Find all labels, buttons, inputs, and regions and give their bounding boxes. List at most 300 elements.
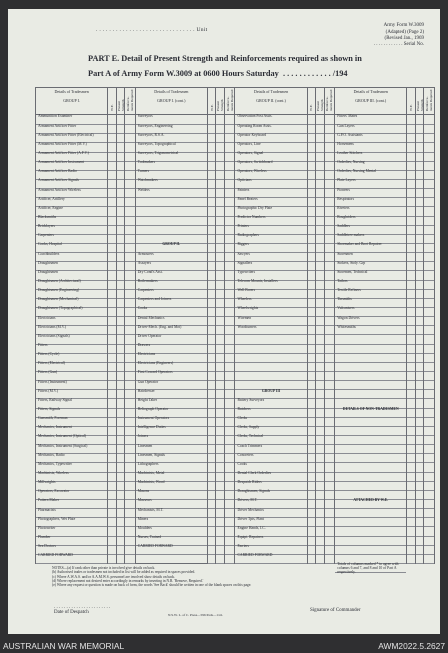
row-rule [325, 216, 335, 217]
row-rule [216, 225, 223, 226]
signature-of-commander[interactable] [310, 608, 361, 613]
we-header: W.E. [109, 104, 114, 111]
row-rule [407, 325, 414, 326]
row-rule [424, 490, 434, 491]
row-rule [117, 545, 124, 546]
row-rule [136, 554, 207, 555]
row-rule [208, 472, 215, 473]
notes-block [52, 566, 251, 587]
row-rule [325, 563, 335, 564]
row-rule [125, 462, 135, 463]
form-number [384, 23, 424, 43]
strength-column[interactable] [316, 115, 323, 563]
row-rule [335, 453, 406, 454]
trade-label: Operating Room Assts. [237, 123, 272, 128]
trade-label: Coachbuilders [38, 251, 60, 256]
trade-label: Roughriders [337, 214, 356, 219]
row-rule [325, 280, 335, 281]
row-rule [407, 472, 414, 473]
row-rule [225, 545, 235, 546]
trade-label: Fitters (Gun) [38, 370, 58, 375]
row-rule [308, 508, 315, 509]
trade-label: Draughtsmen (Engineering) [38, 288, 80, 293]
row-rule [325, 243, 335, 244]
row-rule [308, 216, 315, 217]
row-rule [416, 243, 423, 244]
trade-label: Artificer, Engine [38, 205, 63, 210]
row-rule [216, 435, 223, 436]
row-rule [335, 526, 406, 527]
row-rule [208, 389, 215, 390]
row-rule [108, 526, 115, 527]
row-rule [108, 472, 115, 473]
trade-label: Equipt. Repairers [237, 534, 264, 539]
row-rule [316, 462, 323, 463]
trade-label: Intelligence Duties [137, 425, 166, 430]
row-rule [216, 380, 223, 381]
trade-label: Radiographers [237, 233, 259, 238]
row-rule [225, 417, 235, 418]
row-rule [108, 554, 115, 555]
we-column[interactable] [108, 115, 115, 563]
reinforce-column[interactable] [325, 115, 335, 563]
row-rule [208, 453, 215, 454]
row-rule [316, 481, 323, 482]
row-rule [308, 380, 315, 381]
row-rule [108, 252, 115, 253]
group-header-4: GROUP III. (cont.) [355, 97, 387, 103]
trade-label: Carpenters and Joiners [137, 297, 172, 302]
row-rule [225, 444, 235, 445]
trade-label: Surveyors, Trigonometrical [137, 150, 179, 155]
reinforce-header: Reinforce-ments Required [425, 89, 434, 111]
row-rule [335, 344, 406, 345]
trade-label: Armament Artificer Fitter [38, 123, 77, 128]
row-rule [407, 408, 414, 409]
row-rule [225, 453, 235, 454]
row-rule [216, 289, 223, 290]
row-rule [308, 133, 315, 134]
row-rule [208, 435, 215, 436]
trade-label: Concreters [237, 452, 254, 457]
row-rule [117, 316, 124, 317]
form-sheet [8, 9, 440, 634]
row-rule [117, 152, 124, 153]
we-header: W.E. [309, 104, 314, 111]
row-rule [325, 188, 335, 189]
row-rule [316, 298, 323, 299]
row-rule [416, 234, 423, 235]
row-rule [316, 334, 323, 335]
row-rule [308, 142, 315, 143]
trade-label: Armourers [137, 251, 154, 256]
row-rule [325, 197, 335, 198]
row-rule [308, 435, 315, 436]
row-rule [308, 444, 315, 445]
trade-label: Drivers, M.T. [237, 498, 258, 503]
row-rule [424, 344, 434, 345]
row-rule [108, 508, 115, 509]
archive-name: AUSTRALIAN WAR MEMORIAL [3, 641, 125, 651]
row-rule [208, 307, 215, 308]
row-rule [225, 563, 235, 564]
trade-label: Armament Artificer Wireless [38, 187, 81, 192]
trade-label: G.P.O. Assistants [337, 132, 363, 137]
reinforce-column[interactable] [225, 115, 235, 563]
row-rule [117, 362, 124, 363]
row-rule [325, 252, 335, 253]
row-rule [125, 170, 135, 171]
row-rule [335, 380, 406, 381]
row-rule [308, 270, 315, 271]
trade-label: Masseurs [137, 498, 152, 503]
row-rule [308, 179, 315, 180]
row-rule [125, 316, 135, 317]
row-rule [407, 252, 414, 253]
row-rule [416, 462, 423, 463]
row-rule [416, 380, 423, 381]
row-rule [335, 508, 406, 509]
row-rule [216, 563, 223, 564]
row-rule [216, 170, 223, 171]
date-of-despatch[interactable]: . . . . . . . . . . . . . . . . . . . . . . . Date of Despatch [54, 605, 111, 615]
row-rule [216, 536, 223, 537]
row-rule [208, 298, 215, 299]
row-rule [108, 270, 115, 271]
row-rule [225, 225, 235, 226]
row-rule [416, 481, 423, 482]
row-rule [308, 462, 315, 463]
row-rule [335, 490, 406, 491]
row-rule [117, 481, 124, 482]
row-rule [216, 490, 223, 491]
row-rule [117, 490, 124, 491]
row-rule [117, 554, 124, 555]
we-column[interactable] [407, 115, 414, 563]
trades-column-2 [136, 115, 207, 563]
row-rule [208, 426, 215, 427]
row-rule [407, 334, 414, 335]
we-column[interactable] [308, 115, 315, 563]
row-rule [125, 142, 135, 143]
row-rule [125, 124, 135, 125]
row-rule [117, 325, 124, 326]
row-rule [108, 234, 115, 235]
trade-label: Machinists, Wireless [38, 470, 69, 475]
row-rule [235, 362, 306, 363]
row-rule [308, 371, 315, 372]
row-rule [316, 252, 323, 253]
row-rule [208, 536, 215, 537]
row-rule [225, 161, 235, 162]
row-rule [108, 545, 115, 546]
trade-label: Storemen, Technical [337, 269, 368, 274]
row-rule [424, 389, 434, 390]
row-rule [117, 161, 124, 162]
row-rule [308, 252, 315, 253]
row-rule [424, 270, 434, 271]
row-rule [407, 261, 414, 262]
row-rule [424, 316, 434, 317]
row-rule [117, 188, 124, 189]
reinforce-header: Reinforce-ments Required [125, 89, 134, 111]
row-rule [424, 170, 434, 171]
row-rule [424, 398, 434, 399]
row-rule [208, 417, 215, 418]
row-rule [108, 179, 115, 180]
row-rule [316, 280, 323, 281]
trade-label: Moulders [137, 525, 152, 530]
trade-label: Driver Mechanics [237, 507, 264, 512]
row-rule [216, 334, 223, 335]
row-rule [316, 170, 323, 171]
row-rule [225, 252, 235, 253]
row-rule [335, 389, 406, 390]
row-rule [208, 243, 215, 244]
row-rule [225, 517, 235, 518]
row-rule [208, 280, 215, 281]
row-rule [216, 252, 223, 253]
row-rule [416, 472, 423, 473]
trade-label: Driver-Mech. (Eng. and Mot) [137, 324, 182, 329]
trade-label: Surveyors [137, 114, 153, 119]
strength-column[interactable] [416, 115, 423, 563]
serial-field: . . . . . . . . . . . . Serial No. [373, 42, 424, 47]
trade-label: Carpenters [38, 233, 54, 238]
row-rule [225, 142, 235, 143]
strength-column[interactable] [216, 115, 223, 563]
row-rule [125, 179, 135, 180]
trade-label: Well Borers [237, 288, 256, 293]
row-rule [316, 353, 323, 354]
row-rule [316, 526, 323, 527]
row-rule [125, 408, 135, 409]
row-rule [407, 316, 414, 317]
row-rule [108, 371, 115, 372]
row-rule [325, 417, 335, 418]
row-rule [235, 334, 306, 335]
row-rule [316, 234, 323, 235]
row-rule [407, 545, 414, 546]
row-rule [325, 462, 335, 463]
row-rule [416, 334, 423, 335]
row-rule [325, 398, 335, 399]
group-header-2: GROUP I. (cont.) [157, 97, 186, 103]
row-rule [316, 152, 323, 153]
row-rule [308, 261, 315, 262]
trade-label: Riggers [237, 242, 249, 247]
row-rule [125, 444, 135, 445]
trade-label: Nurses, Trained [137, 534, 162, 539]
strength-column[interactable] [117, 115, 124, 563]
row-rule [424, 472, 434, 473]
row-rule [108, 563, 115, 564]
row-rule [308, 481, 315, 482]
row-rule [316, 389, 323, 390]
trade-label: Shoemaker and Boot Repairer [337, 242, 382, 247]
trade-label: Wheelers [237, 297, 252, 302]
row-rule [416, 389, 423, 390]
trade-label: Ammunition Examiner [38, 114, 73, 119]
row-rule [225, 216, 235, 217]
row-rule [117, 206, 124, 207]
trade-label: Dental Mechanics [137, 315, 165, 320]
row-rule [225, 206, 235, 207]
row-rule [208, 344, 215, 345]
row-rule [325, 179, 335, 180]
title-line-1: PART E. Detail of Present Strength and Reinforcements required as shown in [88, 54, 362, 63]
trade-label: Operators, Wireless [237, 169, 267, 174]
trade-label: Saddletree makers [337, 233, 365, 238]
row-rule [407, 508, 414, 509]
reinforce-column[interactable] [424, 115, 434, 563]
row-rule [235, 371, 306, 372]
row-rule [325, 316, 335, 317]
row-rule [416, 133, 423, 134]
row-rule [424, 563, 434, 564]
row-rule [108, 170, 115, 171]
row-rule [208, 179, 215, 180]
reinforce-column[interactable] [125, 115, 135, 563]
row-rule [117, 142, 124, 143]
row-rule [325, 371, 335, 372]
row-rule [335, 517, 406, 518]
row-rule [108, 453, 115, 454]
row-rule [117, 289, 124, 290]
unit-field: . . . . . . . . . . . . . . . . . . . . . . . . . . . . . . Unit [96, 27, 208, 33]
row-rule [407, 444, 414, 445]
row-rule [208, 334, 215, 335]
row-rule [208, 499, 215, 500]
row-rule [416, 179, 423, 180]
trade-label: Mechanists, M.T. [137, 507, 164, 512]
trade-label: Printers [237, 224, 249, 229]
form-line-3: (Revised Jan., 1969 [384, 36, 424, 41]
trades-column-4 [335, 114, 406, 575]
row-rule [117, 179, 124, 180]
row-rule [117, 270, 124, 271]
tradesmen-header-1: Details of Tradesmen GROUP I. [36, 88, 108, 115]
row-rule [424, 444, 434, 445]
row-rule [325, 152, 335, 153]
row-rule [125, 545, 135, 546]
row-rule [424, 426, 434, 427]
row-rule [308, 499, 315, 500]
row-rule [216, 152, 223, 153]
row-rule [235, 563, 306, 564]
row-rule [316, 206, 323, 207]
row-rule [117, 472, 124, 473]
row-rule [108, 161, 115, 162]
row-rule [117, 234, 124, 235]
trade-label: Linesmen [137, 443, 153, 448]
trade-label: DETAILS OF NON-TRADESMEN [342, 406, 399, 411]
row-rule [108, 408, 115, 409]
trades-column-1 [36, 115, 107, 563]
group-header-1: GROUP I. [63, 97, 80, 103]
trade-label: Despatch Riders [237, 480, 262, 485]
trade-label: Artificer, Artillery [38, 196, 65, 201]
row-rule [216, 206, 223, 207]
trade-label: Textile Refiners [337, 288, 361, 293]
trade-label: Instrument Operators [137, 416, 170, 421]
row-rule [407, 554, 414, 555]
row-rule [316, 380, 323, 381]
row-rule [424, 197, 434, 198]
row-rule [424, 334, 434, 335]
row-rule [208, 270, 215, 271]
row-rule [407, 417, 414, 418]
row-rule [108, 261, 115, 262]
we-column[interactable] [208, 115, 215, 563]
trade-label: Boilermakers [137, 278, 158, 283]
trade-label: Driver Operator [137, 333, 162, 338]
row-rule [424, 307, 434, 308]
row-rule [108, 133, 115, 134]
row-rule [117, 280, 124, 281]
row-rule [208, 316, 215, 317]
row-rule [208, 188, 215, 189]
row-rule [225, 536, 235, 537]
row-rule [424, 481, 434, 482]
trade-label: Fitters, Railway Signal [38, 397, 72, 402]
row-rule [424, 536, 434, 537]
row-rule [208, 225, 215, 226]
trade-label: Clerks, Supply [237, 425, 260, 430]
row-rule [424, 462, 434, 463]
row-rule [316, 453, 323, 454]
row-rule [108, 289, 115, 290]
row-rule [225, 261, 235, 262]
trade-label: Height Taker [137, 397, 157, 402]
row-rule [325, 325, 335, 326]
row-rule [407, 142, 414, 143]
trade-label: Surveyors, Topographical [137, 141, 176, 146]
carried-forward-label: CARRIED FORWARD [237, 553, 273, 558]
row-rule [407, 124, 414, 125]
row-rule [316, 408, 323, 409]
row-rule [416, 426, 423, 427]
row-rule [216, 316, 223, 317]
table-body-row [36, 115, 435, 564]
trade-label: Draughtsmen (Mechanical) [38, 297, 79, 302]
row-rule [308, 289, 315, 290]
row-rule [125, 499, 135, 500]
row-rule [407, 481, 414, 482]
row-rule [424, 380, 434, 381]
row-rule [225, 389, 235, 390]
row-rule [308, 536, 315, 537]
trade-label: Electricians [137, 352, 156, 357]
row-rule [117, 408, 124, 409]
row-rule [308, 234, 315, 235]
row-rule [325, 334, 335, 335]
row-rule [407, 243, 414, 244]
row-rule [208, 289, 215, 290]
row-rule [125, 243, 135, 244]
row-rule [225, 499, 235, 500]
trade-label: Mechanics, Instrument (Optical) [38, 434, 87, 439]
trade-label: Painters [237, 187, 250, 192]
row-rule [136, 197, 207, 198]
group-header-3: GROUP II. (cont.) [256, 97, 286, 103]
row-rule [208, 517, 215, 518]
row-rule [316, 270, 323, 271]
row-rule [316, 563, 323, 564]
row-rule [208, 554, 215, 555]
row-rule [108, 398, 115, 399]
row-rule [117, 417, 124, 418]
